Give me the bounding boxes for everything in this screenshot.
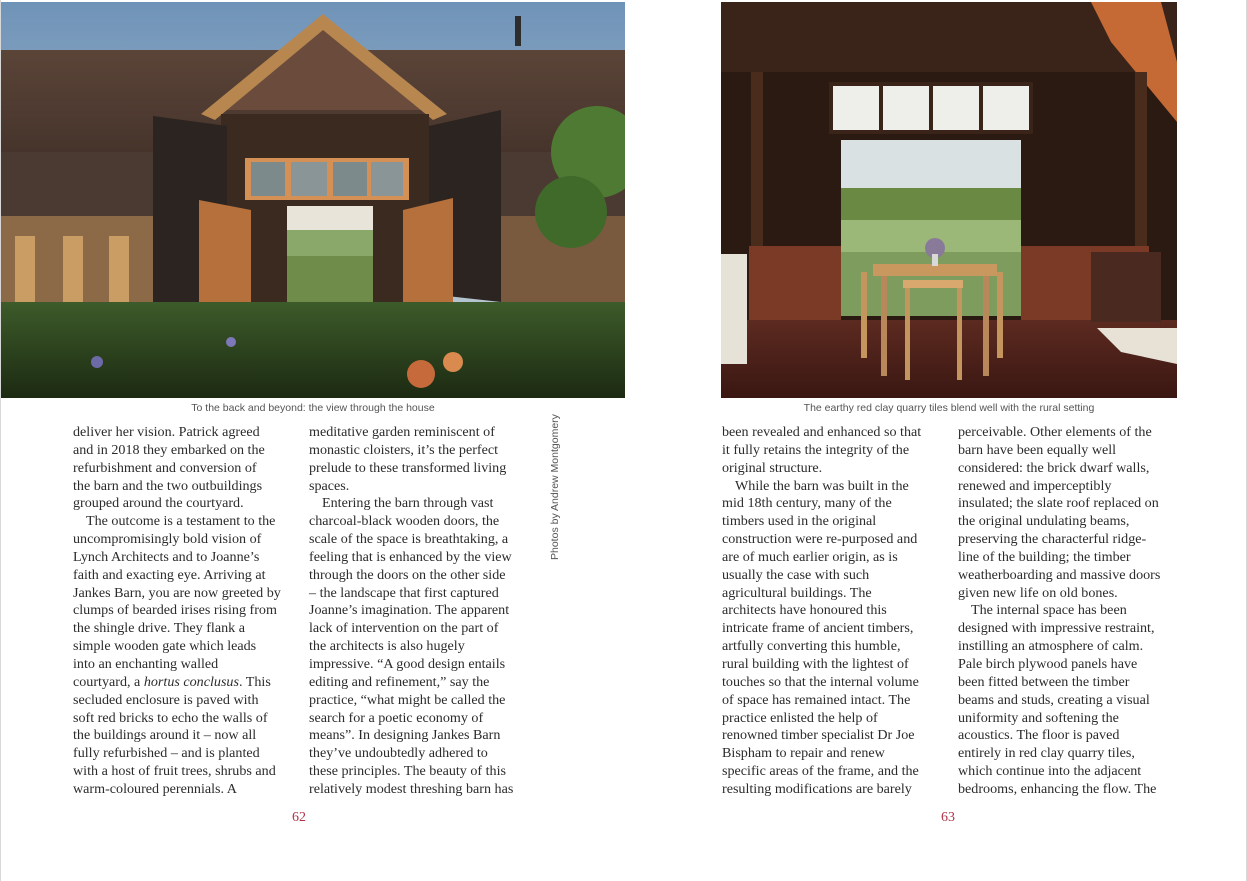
text-line: charcoal-black wooden doors, the bbox=[309, 513, 500, 530]
text-line: simple wooden gate which leads bbox=[73, 638, 257, 655]
text-line: preserving the characterful ridge- bbox=[958, 531, 1147, 548]
text-line: – the landscape that first captured bbox=[309, 584, 499, 601]
text-line: Joanne’s imagination. The apparent bbox=[309, 602, 510, 619]
text-line: renewed and imperceptibly bbox=[958, 477, 1112, 494]
text-line: While the barn was built in the bbox=[735, 477, 909, 494]
text-line: The internal space has been bbox=[971, 602, 1127, 619]
text-line: Jankes Barn, you are now greeted by bbox=[73, 584, 281, 601]
text-line: search for a poetic economy of bbox=[309, 709, 484, 726]
text-line: these principles. The beauty of this bbox=[309, 763, 507, 780]
page-number-right: 63 bbox=[941, 810, 955, 825]
text-line: faith and exacting eye. Arriving at bbox=[73, 566, 266, 583]
text-line: fully refurbished – and is planted bbox=[73, 745, 260, 762]
text-line: the buildings around it – now all bbox=[73, 727, 257, 744]
text-line: The outcome is a testament to the bbox=[86, 513, 276, 530]
text-column-1 bbox=[73, 424, 298, 799]
text-line: are of much earlier origin, as is bbox=[722, 548, 898, 565]
text-line: considered: the brick dwarf walls, bbox=[958, 459, 1150, 476]
page-number-left: 62 bbox=[292, 810, 306, 825]
text-line: renowned timber specialist Dr Joe bbox=[722, 727, 915, 744]
text-line: rural building with the lightest of bbox=[722, 655, 909, 672]
text-fragment: courtyard, a bbox=[73, 673, 144, 690]
text-line: the original undulating beams, bbox=[958, 513, 1130, 530]
text-line: practice, “what might be called the bbox=[309, 691, 506, 708]
text-line: instilling an atmosphere of calm. bbox=[958, 638, 1144, 655]
body-paragraph bbox=[722, 424, 947, 478]
text-line: acoustics. The floor is paved bbox=[958, 727, 1120, 744]
text-line: practice enlisted the help of bbox=[722, 709, 878, 726]
body-paragraph bbox=[73, 424, 298, 513]
text-line: timbers used in the original bbox=[722, 513, 877, 530]
text-line: soft red bricks to echo the walls of bbox=[73, 709, 268, 726]
text-line: impressive. “A good design entails bbox=[309, 655, 506, 672]
text-line: perceivable. Other elements of the bbox=[958, 424, 1152, 440]
text-line: Entering the barn through vast bbox=[322, 495, 494, 512]
text-line: with a host of fruit trees, shrubs and bbox=[73, 763, 276, 780]
photo-caption-left: To the back and beyond: the view through the house bbox=[191, 402, 435, 414]
text-line: architects have honoured this bbox=[722, 602, 887, 619]
text-line: prelude to these transformed living bbox=[309, 459, 507, 476]
text-line: meditative garden reminiscent of bbox=[309, 424, 495, 440]
text-line: and in 2018 they embarked on the bbox=[73, 441, 265, 458]
text-line: deliver her vision. Patrick agreed bbox=[73, 424, 260, 440]
body-paragraph bbox=[309, 495, 534, 798]
body-paragraph bbox=[722, 478, 947, 799]
text-line: specific areas of the frame, and the bbox=[722, 763, 919, 780]
text-line: Lynch Architects and to Joanne’s bbox=[73, 548, 260, 565]
text-line: been fitted between the timber bbox=[958, 673, 1130, 690]
text-line: weatherboarding and massive doors bbox=[958, 566, 1161, 583]
text-line bbox=[73, 674, 298, 692]
text-line: been revealed and enhanced so that bbox=[722, 424, 922, 440]
text-line: they’ve undoubtedly adhered to bbox=[309, 745, 488, 762]
body-paragraph bbox=[309, 424, 534, 495]
text-line: editing and refinement,” say the bbox=[309, 673, 490, 690]
text-line: the barn and the two outbuildings bbox=[73, 477, 263, 494]
text-line: secluded enclosure is paved with bbox=[73, 691, 259, 708]
text-line: touches so that the internal volume bbox=[722, 673, 919, 690]
text-line: of space has remained intact. The bbox=[722, 691, 911, 708]
text-line: through the doors on the other side bbox=[309, 566, 506, 583]
text-line: means”. In designing Jankes Barn bbox=[309, 727, 501, 744]
text-line: beams and studs, creating a visual bbox=[958, 691, 1150, 708]
body-paragraph bbox=[958, 602, 1183, 798]
text-line: given new life on old bones. bbox=[958, 584, 1118, 601]
barn-exterior-photo bbox=[1, 2, 625, 398]
text-line: Pale birch plywood panels have bbox=[958, 655, 1138, 672]
text-line: bedrooms, enhancing the flow. The bbox=[958, 780, 1157, 797]
body-paragraph bbox=[958, 424, 1183, 602]
text-line: uncompromisingly bold vision of bbox=[73, 531, 262, 548]
text-line: entirely in red clay quarry tiles, bbox=[958, 745, 1135, 762]
text-line: lack of intervention on the part of bbox=[309, 620, 499, 637]
text-line: construction were re-purposed and bbox=[722, 531, 918, 548]
photo-caption-right: The earthy red clay quarry tiles blend well with the rural setting bbox=[803, 402, 1095, 414]
body-paragraph bbox=[73, 513, 298, 799]
text-line: line of the building; the timber bbox=[958, 548, 1131, 565]
italic-phrase: hortus conclusus bbox=[143, 673, 239, 690]
text-line: barn have been equally well bbox=[958, 441, 1117, 458]
text-line: mid 18th century, many of the bbox=[722, 495, 892, 512]
text-line: feeling that is enhanced by the view bbox=[309, 548, 512, 565]
photo-credit: Photos by Andrew Montgomery bbox=[549, 414, 561, 560]
text-line: relatively modest threshing barn has bbox=[309, 780, 514, 797]
text-line: the shingle drive. They flank a bbox=[73, 620, 245, 637]
text-line: intricate frame of ancient timbers, bbox=[722, 620, 914, 637]
text-line: spaces. bbox=[309, 477, 350, 494]
text-column-4 bbox=[958, 424, 1183, 799]
text-line: insulated; the slate roof replaced on bbox=[958, 495, 1159, 512]
text-line: agricultural buildings. The bbox=[722, 584, 872, 601]
text-line: scale of the space is breathtaking, a bbox=[309, 531, 509, 548]
text-line: designed with impressive restraint, bbox=[958, 620, 1155, 637]
barn-interior-photo bbox=[721, 2, 1177, 398]
text-line: Bispham to repair and renew bbox=[722, 745, 885, 762]
text-line: clumps of bearded irises rising from bbox=[73, 602, 277, 619]
text-line: usually the case with such bbox=[722, 566, 870, 583]
text-line: original structure. bbox=[722, 459, 823, 476]
text-line: artfully converting this humble, bbox=[722, 638, 901, 655]
text-fragment: . This bbox=[238, 673, 271, 690]
text-line: it fully retains the integrity of the bbox=[722, 441, 910, 458]
text-line: warm-coloured perennials. A bbox=[73, 780, 237, 797]
text-line: grouped around the courtyard. bbox=[73, 495, 244, 512]
text-column-3 bbox=[722, 424, 947, 799]
text-line: into an enchanting walled bbox=[73, 655, 219, 672]
text-line: uniformity and softening the bbox=[958, 709, 1119, 726]
text-line: monastic cloisters, it’s the perfect bbox=[309, 441, 499, 458]
text-line: resulting modifications are barely bbox=[722, 780, 912, 797]
text-line: which continue into the adjacent bbox=[958, 763, 1142, 780]
text-column-2 bbox=[309, 424, 534, 799]
text-line: the architects is also hugely bbox=[309, 638, 465, 655]
text-line: refurbishment and conversion of bbox=[73, 459, 257, 476]
